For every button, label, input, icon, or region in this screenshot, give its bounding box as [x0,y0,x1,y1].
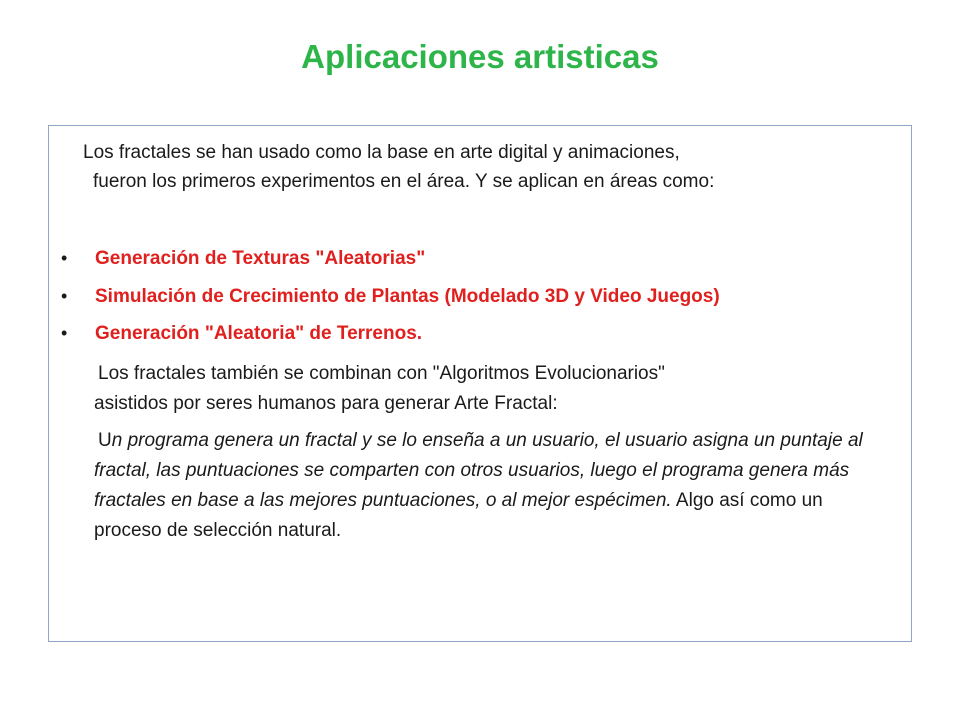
bullet-item-terrain [59,319,720,357]
content-box [48,125,912,642]
bullet-icon: • [61,248,68,268]
bullet-icon: • [61,323,68,343]
evolutionary-line-2: asistidos por seres humanos para generar Arte Fractal: [94,393,558,414]
bullet-icon: • [61,285,68,306]
process-first-letter: U [98,430,112,451]
evolutionary-line-1: Los fractales también se combinan con "Algoritmos Evolucionarios" [98,363,665,384]
process-paragraph [94,426,874,546]
process-italic-text: n programa genera un fractal y se lo enseña a un usuario, el usuario asigna un puntaje al fractal, las puntuaciones se comparten con otros usuarios, luego el programa genera más fractales en base a las mejores puntuaciones, o al mejor espécimen. [94,430,863,511]
intro-line-2: fueron los primeros experimentos en el área. Y se aplican en áreas como: [93,171,715,192]
intro-line-1: Los fractales se han usado como la base en arte digital y animaciones, [83,142,680,163]
bullet-label: Generación de Texturas "Aleatorias" [95,248,426,269]
intro-paragraph [83,138,903,196]
evolutionary-paragraph [94,359,874,419]
bullet-list [59,244,720,357]
slide-title: Aplicaciones artisticas [301,38,659,75]
bullet-item-textures [59,244,720,282]
bullet-item-plants [59,282,720,320]
bullet-label: Generación "Aleatoria" de Terrenos. [95,323,423,344]
bullet-label: Simulación de Crecimiento de Plantas (Modelado 3D y Video Juegos) [95,285,720,307]
process-plain-text: Algo así como un proceso de selección natural. [94,490,823,541]
